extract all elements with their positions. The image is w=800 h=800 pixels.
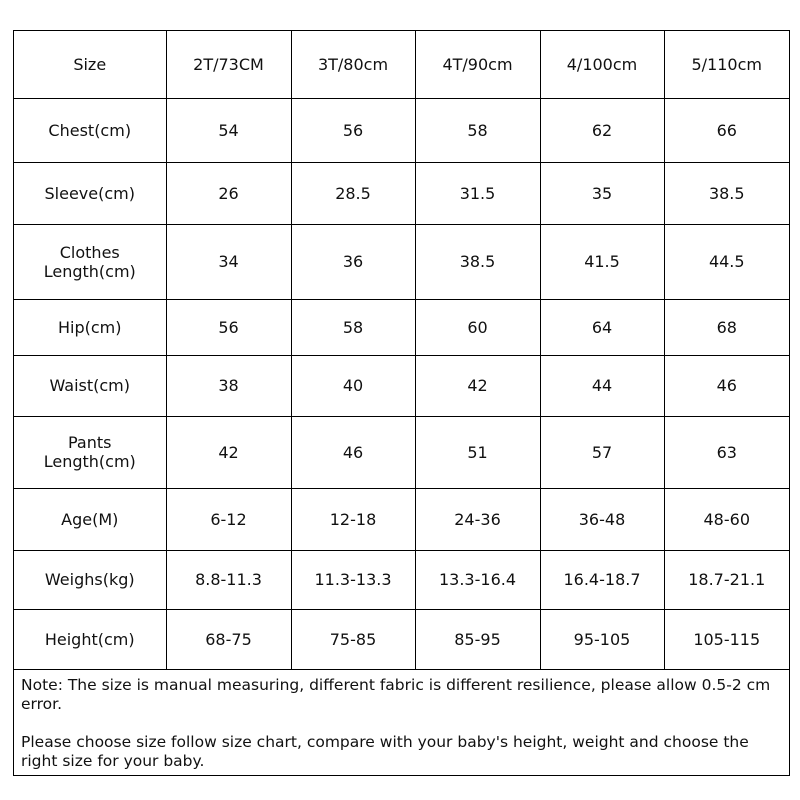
value-cell: 58	[415, 98, 540, 162]
table-row	[14, 162, 789, 224]
row-label: Pants	[68, 433, 112, 452]
value-cell: 31.5	[415, 162, 540, 224]
value-cell: 56	[291, 98, 415, 162]
table-row	[14, 98, 789, 162]
row-label: Length(cm)	[43, 261, 136, 281]
header-cell: 5/110cm	[664, 31, 789, 98]
value-cell: 48-60	[664, 488, 789, 550]
value-cell: 75-85	[291, 609, 415, 669]
row-label-cell	[14, 550, 166, 609]
value-cell: 18.7-21.1	[664, 550, 789, 609]
row-label: Age(M)	[61, 509, 119, 529]
row-label: Chest(cm)	[48, 120, 132, 140]
row-label-cell	[14, 609, 166, 669]
table-row	[14, 488, 789, 550]
value-cell: 16.4-18.7	[540, 550, 664, 609]
note-choose-size: Please choose size follow size chart, compare with your baby's height, weight and choose the right size for your baby.	[21, 732, 749, 770]
row-label-cell	[14, 98, 166, 162]
value-cell: 6-12	[166, 488, 291, 550]
value-cell: 85-95	[415, 609, 540, 669]
value-cell: 42	[415, 355, 540, 416]
row-label: Sleeve(cm)	[44, 183, 135, 203]
note-measuring: Note: The size is manual measuring, different fabric is different resilience, please allow 0.5-2 cm error.	[21, 675, 771, 713]
row-label-cell	[14, 355, 166, 416]
row-label: Waist(cm)	[49, 376, 131, 395]
header-cell: 4/100cm	[540, 31, 664, 98]
value-cell: 63	[664, 416, 789, 488]
value-cell: 28.5	[291, 162, 415, 224]
table-row	[14, 609, 789, 669]
row-label: Height(cm)	[44, 629, 135, 649]
header-cell: 3T/80cm	[291, 31, 415, 98]
table-row	[14, 416, 789, 488]
value-cell: 8.8-11.3	[166, 550, 291, 609]
value-cell: 44	[540, 355, 664, 416]
value-cell: 68-75	[166, 609, 291, 669]
value-cell: 68	[664, 299, 789, 355]
table-row	[14, 550, 789, 609]
row-label-cell	[14, 224, 166, 299]
value-cell: 34	[166, 224, 291, 299]
size-chart	[13, 30, 790, 776]
table-row	[14, 355, 789, 416]
value-cell: 62	[540, 98, 664, 162]
value-cell: 44.5	[664, 224, 789, 299]
row-label-cell	[14, 162, 166, 224]
value-cell: 26	[166, 162, 291, 224]
header-row	[14, 31, 789, 98]
value-cell: 42	[166, 416, 291, 488]
value-cell: 41.5	[540, 224, 664, 299]
row-label-cell	[14, 488, 166, 550]
table-row	[14, 299, 789, 355]
row-label: Length(cm)	[43, 452, 136, 471]
row-label: Hip(cm)	[58, 317, 122, 337]
value-cell: 95-105	[540, 609, 664, 669]
value-cell: 36-48	[540, 488, 664, 550]
value-cell: 38	[166, 355, 291, 416]
value-cell: 66	[664, 98, 789, 162]
header-cell: 4T/90cm	[415, 31, 540, 98]
value-cell: 38.5	[664, 162, 789, 224]
row-label: Weighs(kg)	[44, 570, 135, 589]
value-cell: 46	[664, 355, 789, 416]
value-cell: 46	[291, 416, 415, 488]
value-cell: 12-18	[291, 488, 415, 550]
size-table	[14, 31, 789, 670]
row-label-cell	[14, 416, 166, 488]
value-cell: 38.5	[415, 224, 540, 299]
value-cell: 51	[415, 416, 540, 488]
value-cell: 24-36	[415, 488, 540, 550]
value-cell: 60	[415, 299, 540, 355]
value-cell: 40	[291, 355, 415, 416]
value-cell: 36	[291, 224, 415, 299]
row-label-cell	[14, 299, 166, 355]
value-cell: 64	[540, 299, 664, 355]
value-cell: 35	[540, 162, 664, 224]
value-cell: 105-115	[664, 609, 789, 669]
value-cell: 54	[166, 98, 291, 162]
header-cell: 2T/73CM	[166, 31, 291, 98]
row-label: Clothes	[59, 242, 120, 262]
size-table-body	[14, 31, 789, 669]
value-cell: 56	[166, 299, 291, 355]
value-cell: 57	[540, 416, 664, 488]
value-cell: 13.3-16.4	[415, 550, 540, 609]
value-cell: 11.3-13.3	[291, 550, 415, 609]
size-note	[14, 670, 789, 771]
table-row	[14, 224, 789, 299]
header-cell-size: Size	[14, 31, 166, 98]
value-cell: 58	[291, 299, 415, 355]
